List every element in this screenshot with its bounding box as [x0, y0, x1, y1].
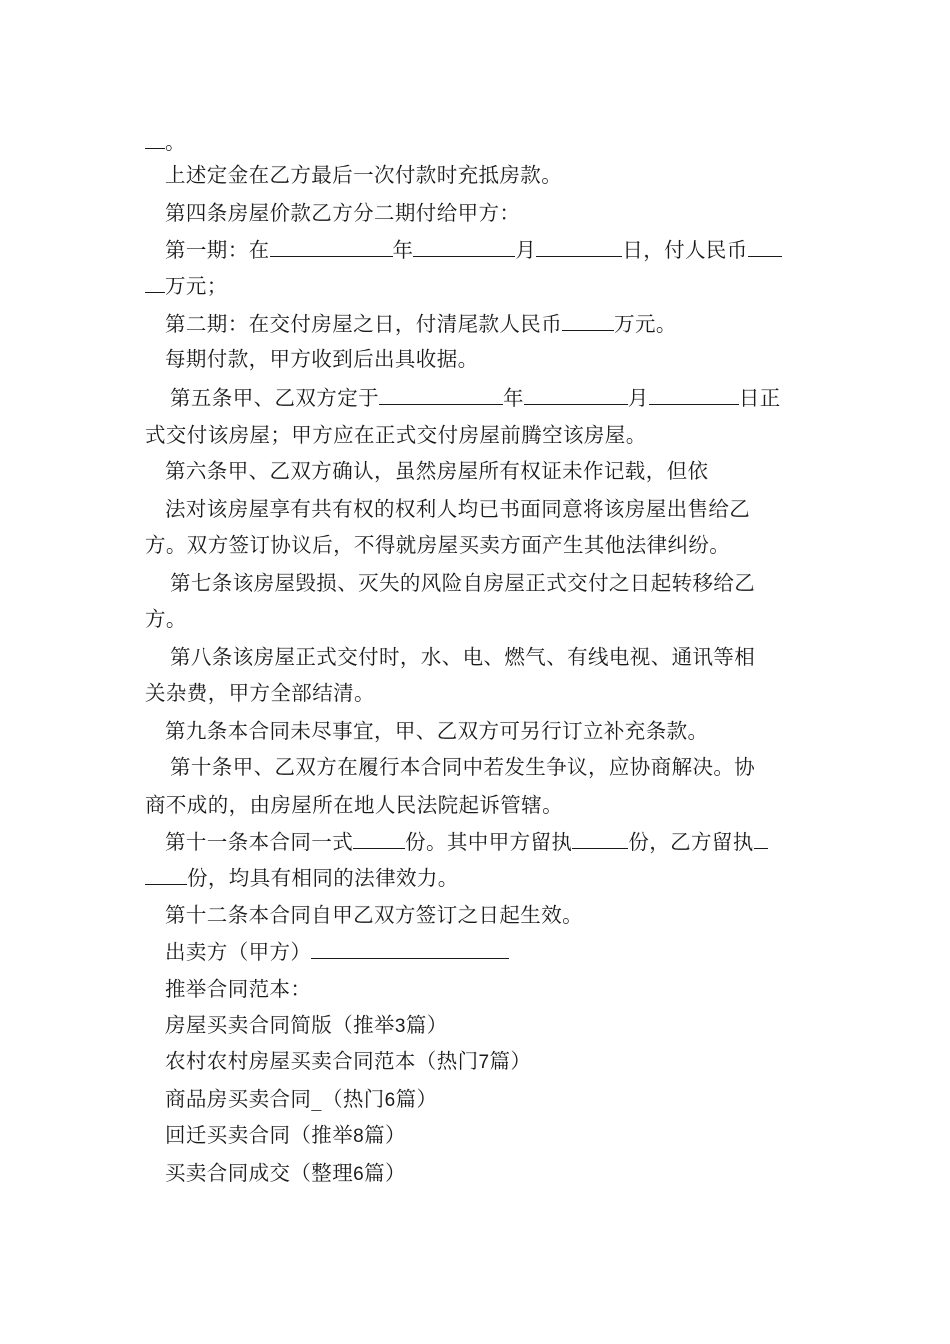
line-text: 年 [503, 386, 524, 410]
paragraph-line [145, 678, 810, 708]
fill-blank [572, 826, 628, 849]
paragraph-line [145, 420, 810, 450]
clause-7-line [170, 568, 810, 598]
fill-blank [536, 234, 622, 257]
related-item-count: 6 [384, 1090, 396, 1111]
paragraph-line [145, 604, 810, 634]
related-item-title: 房屋买卖合同简版（推举 [165, 1013, 395, 1037]
line-text: 份，乙方留执 [628, 830, 754, 854]
line-text: 日正 [738, 386, 781, 410]
paragraph-line [145, 270, 810, 300]
related-item-suffix: 篇） [405, 1013, 448, 1037]
line-text: 推举合同范本： [165, 977, 312, 1001]
clause-10-line [170, 752, 810, 782]
line-text: 第十一条本合同一式 [165, 830, 354, 854]
related-item[interactable] [165, 1120, 810, 1150]
payment-1-line [165, 234, 810, 264]
clause-6-line [165, 456, 810, 486]
related-item-count: 8 [353, 1126, 365, 1147]
signature-blank [311, 936, 509, 959]
fill-blank [524, 382, 628, 405]
fill-blank [748, 234, 782, 257]
related-item-suffix: 篇） [489, 1049, 532, 1073]
related-item-count: 6 [353, 1164, 365, 1185]
fill-blank [353, 826, 405, 849]
line-text: 每期付款，甲方收到后出具收据。 [165, 347, 479, 371]
line-text: 第十二条本合同自甲乙双方签订之日起生效。 [165, 903, 583, 927]
line-text: 月 [515, 238, 537, 262]
paragraph-line [145, 862, 810, 892]
line-text: 年 [392, 238, 414, 262]
related-item-suffix: 篇） [364, 1161, 406, 1185]
line-text: 第六条甲、乙双方确认，虽然房屋所有权证未作记载，但依 [165, 459, 709, 483]
related-item-count: 7 [478, 1052, 490, 1073]
line-text: 上述定金在乙方最后一次付款时充抵房款。 [165, 163, 563, 187]
line-text: 日，付人民币 [622, 238, 748, 262]
fill-blank [562, 308, 614, 331]
line-text: 份，均具有相同的法律效力。 [187, 866, 459, 890]
line-text: 第二期：在交付房屋之日，付清尾款人民币 [165, 312, 563, 336]
paragraph-line [145, 126, 810, 156]
fill-blank [145, 126, 165, 149]
related-item[interactable] [165, 1158, 810, 1188]
seller-signature-line [165, 936, 810, 966]
related-item[interactable] [165, 1046, 810, 1076]
line-text: 第八条该房屋正式交付时，水、电、燃气、有线电视、通讯等相 [170, 645, 756, 669]
line-text: 第十条甲、乙双方在履行本合同中若发生争议，应协商解决。协 [170, 755, 756, 779]
clause-12-line [165, 900, 810, 930]
related-heading [165, 974, 810, 1004]
fill-blank [145, 862, 187, 885]
related-item-title: 回迁买卖合同（推举 [165, 1123, 354, 1147]
line-text: 第七条该房屋毁损、灭失的风险自房屋正式交付之日起转移给乙 [170, 571, 756, 595]
clause-11-line [165, 826, 810, 856]
line-text: 第四条房屋价款乙方分二期付给甲方： [165, 201, 521, 225]
line-text: 第一期：在 [165, 238, 270, 262]
line-text: 月 [627, 386, 649, 410]
paragraph-line [145, 530, 810, 560]
related-item-suffix: 篇） [364, 1123, 406, 1147]
line-text: 万元； [165, 274, 228, 298]
fill-blank [379, 382, 503, 405]
fill-blank [413, 234, 515, 257]
line-text: 万元。 [614, 312, 677, 336]
line-text: 方。 [145, 607, 187, 631]
related-item-title: 买卖合同成交（整理 [165, 1161, 354, 1185]
related-item-suffix: 篇） [395, 1087, 438, 1111]
clause-8-line [170, 642, 810, 672]
paragraph-line [165, 344, 810, 374]
fill-blank [754, 826, 768, 849]
line-text: 第五条甲、乙双方定于 [170, 386, 379, 410]
fill-blank [649, 382, 739, 405]
line-text: 法对该房屋享有共有权的权利人均已书面同意将该房屋出售给乙 [165, 497, 751, 521]
line-text: 式交付该房屋；甲方应在正式交付房屋前腾空该房屋。 [145, 423, 647, 447]
line-text: 第九条本合同未尽事宜，甲、乙双方可另行订立补充条款。 [165, 719, 709, 743]
paragraph-line [165, 160, 810, 190]
related-item-title: 农村农村房屋买卖合同范本（热门 [165, 1049, 479, 1073]
clause-5-line [170, 382, 810, 412]
line-text: 出卖方（甲方） [165, 940, 312, 964]
line-text: 商不成的，由房屋所在地人民法院起诉管辖。 [145, 793, 563, 817]
line-text: 方。双方签订协议后，不得就房屋买卖方面产生其他法律纠纷。 [145, 533, 731, 557]
line-text: 关杂费，甲方全部结清。 [145, 681, 375, 705]
clause-4-heading [165, 198, 810, 228]
related-item-title: 商品房买卖合同_（热门 [165, 1087, 385, 1111]
clause-9-line [165, 716, 810, 746]
paragraph-line [145, 790, 810, 820]
line-text: 。 [165, 130, 186, 154]
related-item[interactable] [165, 1084, 810, 1114]
payment-2-line [165, 308, 810, 338]
related-item-count: 3 [394, 1016, 406, 1037]
line-text: 份。其中甲方留执 [405, 830, 573, 854]
fill-blank [270, 234, 393, 257]
fill-blank [145, 270, 165, 293]
paragraph-line [165, 494, 810, 524]
related-item[interactable] [165, 1010, 810, 1040]
